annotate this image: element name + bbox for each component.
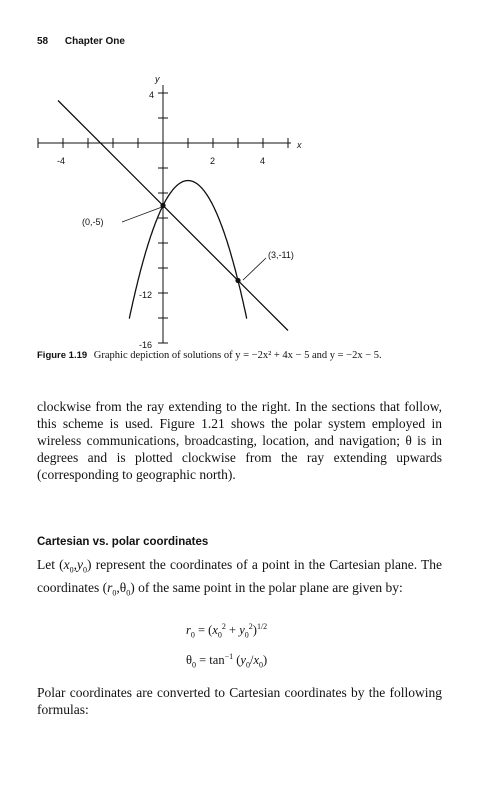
section-heading: Cartesian vs. polar coordinates xyxy=(37,536,209,548)
straight-line xyxy=(58,101,288,331)
paragraph-3: Polar coordinates are converted to Cartesian coordinates by the following formulas: xyxy=(37,685,442,717)
x-tick-label-neg4: -4 xyxy=(57,156,66,166)
figure-label: Figure 1.19 xyxy=(37,350,88,361)
paragraph-2-part-a: Let ( xyxy=(37,557,64,572)
intersection-point-2 xyxy=(235,278,240,283)
x-tick-label-2: 2 xyxy=(210,156,216,166)
equation-theta0: $\theta_0 = \tan^{-1} (y_0/x_0)$ xyxy=(186,652,268,670)
chapter-title: Chapter One xyxy=(64,36,125,47)
y-tick-label-4: 4 xyxy=(149,90,155,100)
y-tick-label-neg16: -16 xyxy=(139,340,153,350)
point-label-2: (3,-11) xyxy=(268,250,294,260)
equation-r0: $r_0 = (x_0^2 + y_0^2)^{1/2}$ xyxy=(186,622,268,640)
graph-axes xyxy=(38,85,291,343)
y-tick-label-neg12: -12 xyxy=(139,290,153,300)
figure-caption xyxy=(37,350,417,362)
axis-lines xyxy=(38,85,291,343)
paragraph-2-part-c: ) of the same point in the polar plane are given by: xyxy=(130,579,403,595)
figure-1-19-graph xyxy=(0,0,479,360)
x-tick-label-4: 4 xyxy=(260,156,266,166)
y-axis-label: y xyxy=(155,74,160,84)
leader-line-2 xyxy=(243,258,266,280)
x-axis-label: x xyxy=(297,140,302,150)
paragraph-2-part-b: ) represent the coordinates of a point in the Cartesian plane. The coordinates ( xyxy=(37,557,442,595)
point-label-1: (0,-5) xyxy=(82,217,104,227)
leader-line-1 xyxy=(122,207,162,222)
paragraph-1: clockwise from the ray extending to the right. In the sections that follow, this scheme is used. Figure 1.21 shows the polar system employed in wireless communications, broadcasting, location, and navigation; θ is in degrees and is plotted clockwise from the ray extending upwards (corresponding to geographic north). xyxy=(37,399,442,482)
figure-caption-text: Graphic depiction of solutions of y = −2x² + 4x − 5 and y = −2x − 5. xyxy=(93,350,382,361)
paragraph-2: Let $(x_0,y_0)$ represent the coordinates of a point in the Cartesian plane. The coordinates $(r_0,\theta_0)$ of the same point in the polar plane are given by: xyxy=(37,557,442,598)
page-number: 58 xyxy=(37,36,49,47)
